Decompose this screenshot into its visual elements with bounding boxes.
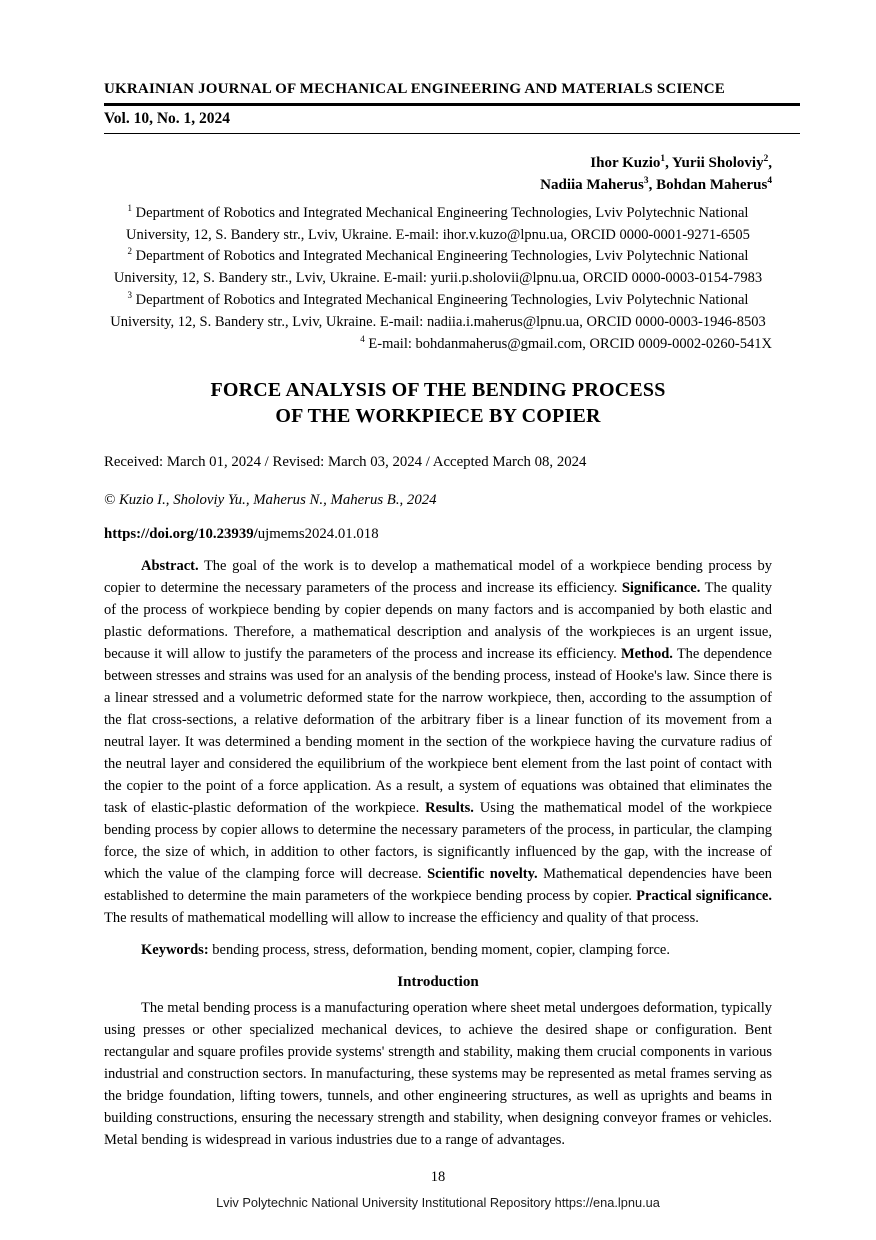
journal-title: UKRAINIAN JOURNAL OF MECHANICAL ENGINEERING AND MATERIALS SCIENCE [104,78,800,106]
authors-block [104,152,772,197]
paper-title-line-1: FORCE ANALYSIS OF THE BENDING PROCESS [210,379,666,402]
repository-footer: Lviv Polytechnic National University Institutional Repository https://ena.lpnu.ua [216,1195,660,1210]
affiliation-2: $^2$ Department of Robotics and Integrated Mechanical Engineering Technologies, Lviv Polytechnic National University, 12, S. Bandery str., Lviv, Ukraine. E-mail: yurii.p.sholovii@lpnu.ua, ORCID 0000-0003-0154-7983 [113,246,763,287]
volume-issue-line: Vol. 10, No. 1, 2024 [104,106,800,134]
abstract-paragraph: Abstract. The goal of the work is to develop a mathematical model of a workpiece bending process by copier to determine the necessary parameters of the process and increase its efficiency. Significance. The quality of the process of workpiece bending by copier depends on many factors and is accompanied by both elastic and plastic deformations. Therefore, a mathematical description and analysis of the workpieces is an urgent issue, because it will allow to justify the parameters of the process and increase its efficiency. Method. The dependence between stresses and strains was used for an analysis of the bending process, instead of Hooke's law. Since there is a linear stressed and a volumetric deformed state for the narrow workpiece, then, according to the assumption of the flat cross-sections, a relative deformation of the arbitrary fiber is a linear function of its movement from a neutral layer. It was determined a bending moment in the section of the workpiece having the curvature radius of the neutral layer and considered the equilibrium of the workpiece bent element from the last point of contact with the copier to the point of a force application. As a result, a system of equations was obtained that eliminates the task of elastic-plastic deformation of the workpiece. Results. Using the mathematical model of the workpiece bending process by copier allows to determine the necessary parameters of the process, in particular, the clamping force, the size of which, in addition to other factors, is significantly influenced by the gap, with the increase of which the value of the clamping force will decrease. Scientific novelty. Mathematical dependencies have been established to determine the main parameters of the workpiece bending process by copier. Practical significance. The results of mathematical modelling will allow to increase the efficiency and quality of that process. [104,558,772,927]
affiliation-4: $^4$ E-mail: bohdanmaherus@gmail.com, ORCID 0009-0002-0260-541X [360,333,772,352]
page-number: 18 [430,1169,446,1185]
journal-header [104,78,800,134]
paper-title-line-2: OF THE WORKPIECE BY COPIER [275,405,601,428]
copyright-line: © Kuzio I., Sholoviy Yu., Maherus N., Maherus B., 2024 [104,492,437,509]
introduction-paragraph: The metal bending process is a manufacturing operation where sheet metal undergoes deformation, typically using presses or other specialized mechanical devices, to achieve the desired shape or configuration. Bent rectangular and square profiles provide systems' strength and stability, making them crucial components in various industrial and construction sectors. In manufacturing, these systems may be represented as metal frames serving as the bridge foundation, lifting towers, tunnels, and other engineering structures, as well as uprights and beams in building constructions, ensuring the necessary strength and stability, when designing conveyor frames or vehicles. Metal bending is widespread in various industries due to a range of advantages. [104,1000,772,1149]
keywords-line: Keywords: bending process, stress, deformation, bending moment, copier, clamping force. [141,942,670,959]
author-line-2: Nadiia Maherus$^3$, Bohdan Maherus$^4$ [540,176,772,194]
author-line-1: Ihor Kuzio$^1$, Yurii Sholoviy$^2$, [590,154,772,171]
paper-title [104,377,772,429]
affiliation-3: $^3$ Department of Robotics and Integrated Mechanical Engineering Technologies, Lviv Polytechnic National University, 12, S. Bandery str., Lviv, Ukraine. E-mail: nadiia.i.maherus@lpnu.ua, ORCID 0000-0003-1946-8503 [110,290,766,330]
received-revised-accepted-line: Received: March 01, 2024 / Revised: March 03, 2024 / Accepted March 08, 2024 [104,454,587,471]
affiliation-1: $^1$ Department of Robotics and Integrated Mechanical Engineering Technologies, Lviv Polytechnic National University, 12, S. Bandery str., Lviv, Ukraine. E-mail: ihor.v.kuzo@lpnu.ua, ORCID 0000-0001-9271-6505 [126,202,750,243]
doi-link[interactable]: https://doi.org/10.23939/ujmems2024.01.018 [104,526,379,543]
introduction-heading: Introduction [397,974,479,991]
affiliations-block [104,203,772,356]
